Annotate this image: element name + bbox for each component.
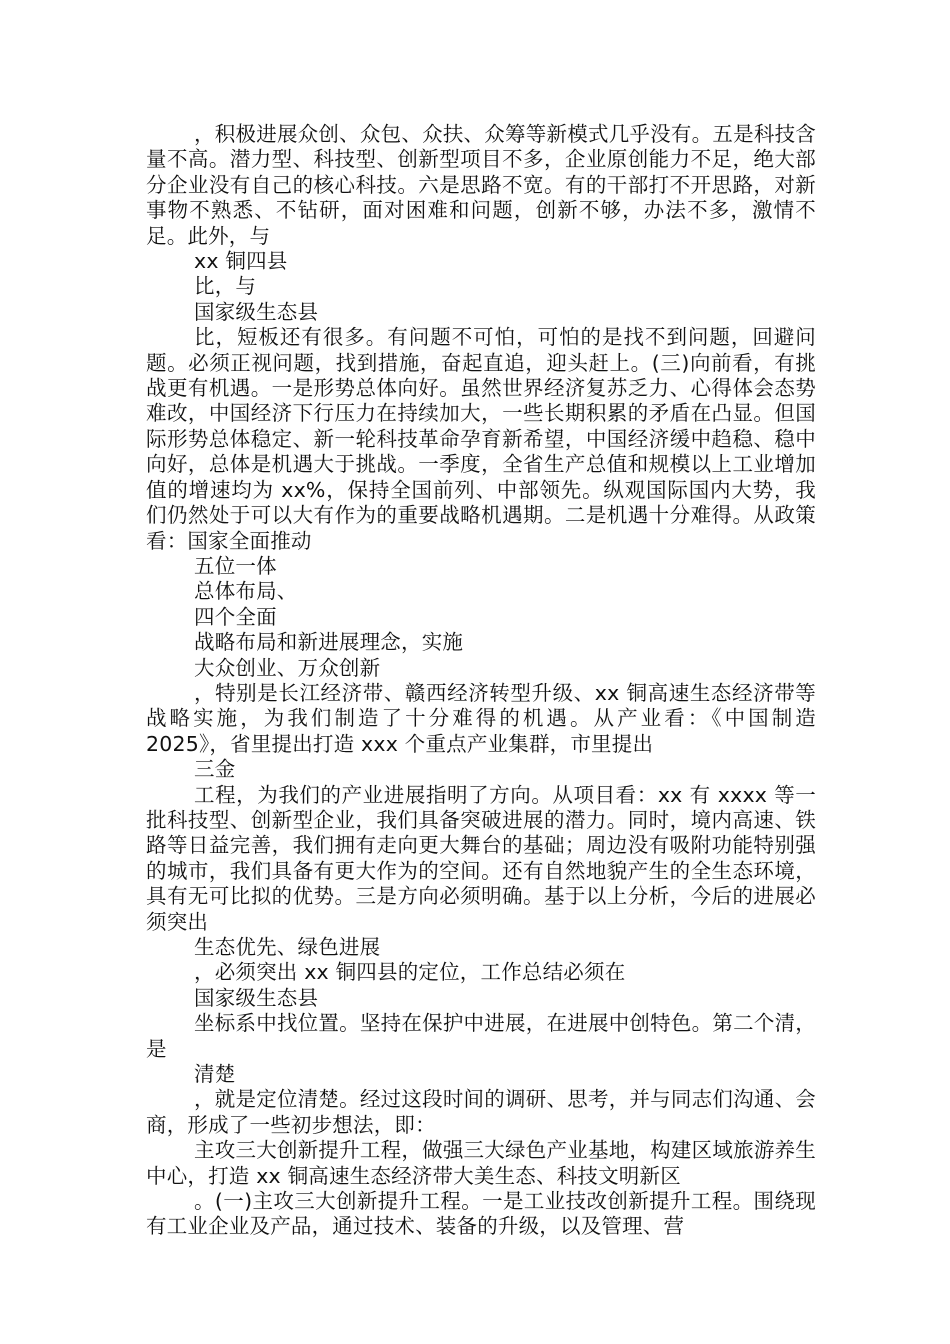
document-body (146, 122, 816, 1240)
paragraph: 四个全面 (194, 604, 277, 629)
paragraph: 。(一)主攻三大创新提升工程。一是工业技改创新提升工程。围绕现有工业企业及产品，通过技术、装备的升级，以及管理、营 (146, 1189, 816, 1239)
paragraph: ，必须突出 xx 铜四县的定位，工作总结必须在 (194, 960, 626, 985)
paragraph: 战略布局和新进展理念，实施 (194, 630, 464, 655)
paragraph: ，特别是长江经济带、赣西经济转型升级、xx 铜高速生态经济带等战略实施，为我们制造了十分难得的机遇。从产业看：《中国制造 2025》，省里提出打造 xxx 个重点产业集群，市里提出 (146, 680, 816, 756)
paragraph: 比，短板还有很多。有问题不可怕，可怕的是找不到问题，回避问题。必须正视问题，找到措施，奋起直追，迎头赶上。(三)向前看，有挑战更有机遇。一是形势总体向好。虽然世界经济复苏乏力、心得体会态势难改，中国经济下行压力在持续加大，一些长期积累的矛盾在凸显。但国际形势总体稳定、新一轮科技革命孕育新希望，中国经济缓中趋稳、稳中向好，总体是机遇大于挑战。一季度，全省生产总值和规模以上工业增加值的增速均为 xx%，保持全国前列、中部领先。纵观国际国内大势，我们仍然处于可以大有作为的重要战略机遇期。二是机遇十分难得。从政策看：国家全面推动 (146, 325, 816, 553)
paragraph: 三金 (194, 757, 236, 782)
paragraph: 生态优先、绿色进展 (194, 935, 381, 959)
paragraph: 五位一体 (194, 553, 277, 578)
paragraph: 国家级生态县 (194, 299, 319, 324)
paragraph: 清楚 (194, 1062, 236, 1087)
paragraph: 主攻三大创新提升工程，做强三大绿色产业基地，构建区域旅游养生中心，打造 xx 铜高速生态经济带大美生态、科技文明新区 (146, 1138, 816, 1188)
paragraph: 大众创业、万众创新 (194, 655, 381, 680)
paragraph: 坐标系中找位置。坚持在保护中进展，在进展中创特色。第二个清，是 (146, 1011, 816, 1061)
paragraph: 比，与 (194, 274, 257, 299)
paragraph: 工程，为我们的产业进展指明了方向。从项目看：xx 有 xxxx 等一批科技型、创新型企业，我们具备突破进展的潜力。同时，境内高速、铁路等日益完善，我们拥有走向更大舞台的基础；周边没有吸附功能特别强的城市，我们具备有更大作为的空间。还有自然地貌产生的全生态环境，具有无可比拟的优势。三是方向必须明确。基于以上分析，今后的进展必须突出 (146, 782, 816, 934)
paragraph: ，积极进展众创、众包、众扶、众筹等新模式几乎没有。五是科技含量不高。潜力型、科技型、创新型项目不多，企业原创能力不足，绝大部分企业没有自己的核心科技。六是思路不宽。有的干部打不开思路，对新事物不熟悉、不钻研，面对困难和问题，创新不够，办法不多，激情不足。此外，与 (146, 122, 816, 248)
paragraph: xx 铜四县 (194, 249, 288, 274)
paragraph: ，就是定位清楚。经过这段时间的调研、思考，并与同志们沟通、会商，形成了一些初步想法，即： (146, 1087, 816, 1137)
paragraph: 国家级生态县 (194, 985, 319, 1010)
paragraph: 总体布局、 (194, 579, 298, 604)
